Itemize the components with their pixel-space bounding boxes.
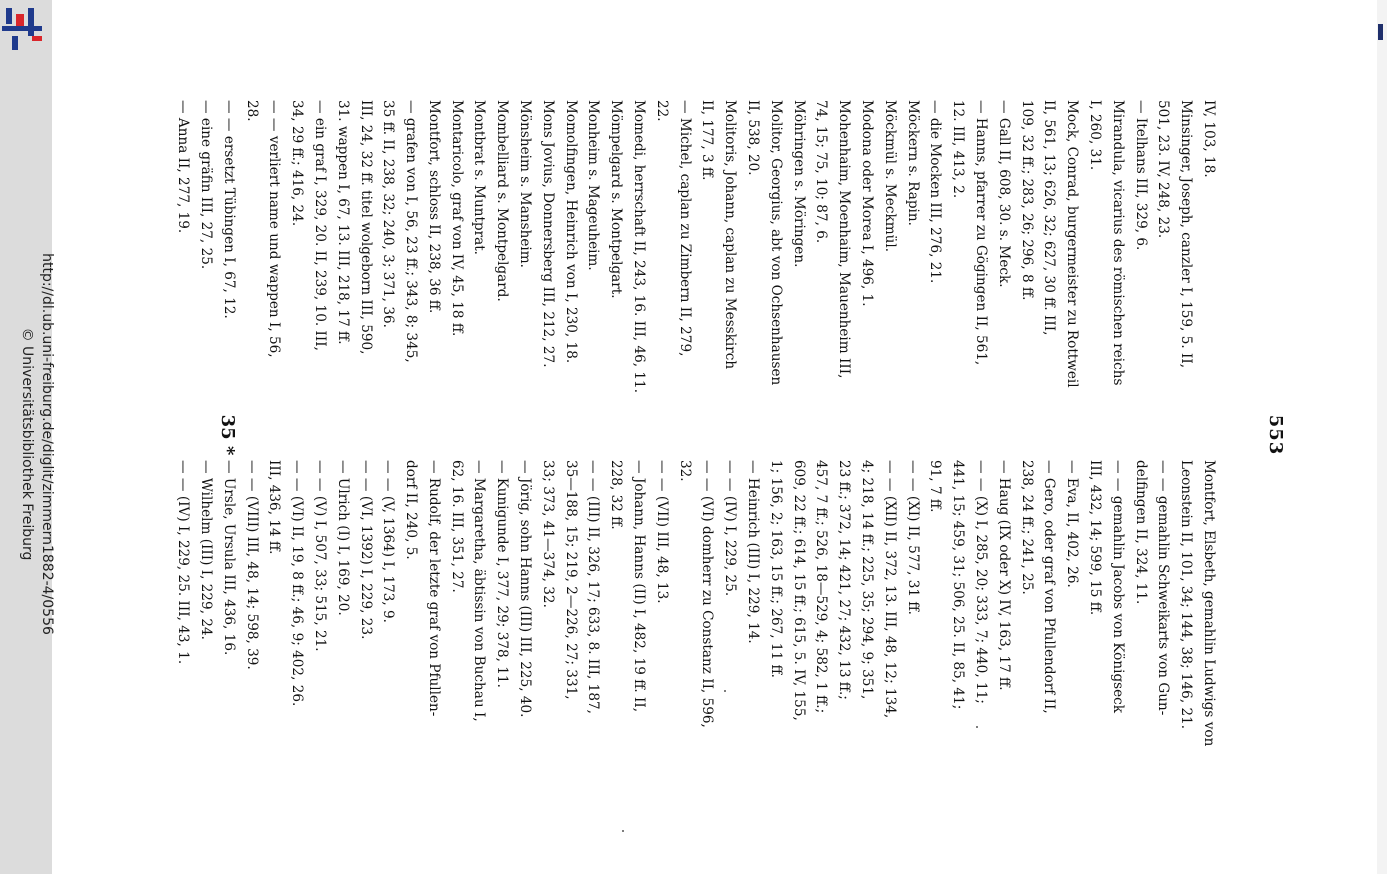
index-entry-line: 12. III, 413, 2. <box>950 100 967 199</box>
index-entry-line: — Margaretha, äbtissin von Buchau I, <box>471 460 488 722</box>
index-entry-line: — — (XI) II, 577, 31 ff. <box>904 460 921 615</box>
index-entry-line: Mömpelgard s. Montpelgart. <box>608 100 625 299</box>
index-column-right <box>171 460 1220 770</box>
index-entry-line: II, 538, 20. <box>745 100 762 176</box>
index-entry-line: — Jörig, sohn Hanns (III) III, 225, 40. <box>517 460 534 718</box>
index-entry-line: — — (IV) I, 229, 25. III, 43, 1. <box>175 460 192 665</box>
index-entry-line: Möckmül s. Meckmül. <box>881 100 898 253</box>
index-entry-line: — Ulrich (I) I, 169, 20. <box>334 460 351 616</box>
index-entry-line: 62, 16. III, 351, 27. <box>448 460 465 593</box>
index-entry-line: — Ursle, Ursula III, 436, 16. <box>220 460 237 656</box>
index-entry-line: 457, 7 ff.; 526, 18—529, 4; 582, 1 ff.; <box>813 460 830 714</box>
index-entry-line: — Johann, Hanns (II) I, 482, 19 ff. II, <box>631 460 648 713</box>
index-entry-line: 22. <box>653 100 670 122</box>
index-entry-line: Mons Jovius, Donnersberg III, 212, 27. <box>539 100 556 368</box>
index-entry-line: — ein graf I, 329, 20. II, 239, 10. III, <box>311 100 328 351</box>
index-entry-line: Monheim s. Mageuheim. <box>585 100 602 271</box>
index-entry-line: — Eva, II, 402, 26. <box>1064 460 1081 588</box>
index-entry-line: Mönsheim s. Mansheim. <box>517 100 534 268</box>
index-entry-line: — — verliert name und wappen I, 56, <box>266 100 283 358</box>
index-entry-line: — — (VII) III, 48, 13. <box>653 460 670 604</box>
index-entry-line: — — (V) I, 507, 33; 515, 21. <box>311 460 328 652</box>
index-entry-line: — — (VI) II, 19, 8 ff.; 46, 9; 402, 26. <box>289 460 306 707</box>
index-entry-line: — Anna II, 277, 19. <box>175 100 192 234</box>
index-entry-line: II, 561, 13; 626, 32; 627, 30 ff. III, <box>1041 100 1058 336</box>
index-entry-line: — Heinrich (III) I, 229, 14. <box>745 460 762 644</box>
index-entry-line: — grafen von I, 56, 23 ff.; 343, 8; 345, <box>403 100 420 363</box>
index-entry-line: — Itelhans III, 329, 6. <box>1132 100 1149 251</box>
index-entry-line: — — (III) II, 326, 17; 633, 8. III, 187, <box>585 460 602 714</box>
index-entry-line: — Hanns, pfarrer zu Gögingen II, 561, <box>973 100 990 366</box>
index-entry-line: — Kunigunde I, 377, 29; 378, 11. <box>494 460 511 688</box>
index-entry-line: — Gall II, 608, 30. s. Meck. <box>995 100 1012 288</box>
right-edge <box>1377 0 1387 874</box>
index-entry-line: 28. <box>243 100 260 122</box>
index-entry-line: II, 177, 3 ff. <box>699 100 716 181</box>
index-entry-line: dorf II, 240, 5. <box>403 460 420 560</box>
signature-mark: 35 * <box>217 414 238 456</box>
index-entry-line: Montfort, Elsbeth, gemahlin Ludwigs von <box>1201 460 1217 747</box>
index-entry-line: Mock, Conrad, burgermeister zu Rottweil <box>1064 100 1081 388</box>
index-entry-line: — — (IV) I, 229, 25. <box>722 460 739 597</box>
index-entry-line: — — (VI) domherr zu Constanz II, 596, <box>699 460 716 728</box>
index-entry-line: Mohenhaim, Moenhaim, Mauenheim III, <box>836 100 853 379</box>
index-entry-line: 31. wappen I, 67, 13. III, 218, 17 ff. <box>334 100 351 345</box>
index-entry-line: Möhringen s. Möringen. <box>790 100 807 268</box>
index-entry-line: 238, 24 ff.; 241, 25. <box>1018 460 1035 595</box>
index-entry-line: Momedi, herrschaft II, 243, 16. III, 46, 11. <box>631 100 648 394</box>
index-entry-line: 609, 22 ff.; 614, 15 ff.; 615, 5. IV, 155, <box>790 460 807 721</box>
index-entry-line: Mombelliard s. Montpelgard. <box>494 100 511 302</box>
index-entry-line: 35—188, 15; 219, 2—226, 27; 331, <box>562 460 579 700</box>
index-entry-line: Momolfingen, Heinrich von I, 230, 18. <box>562 100 579 364</box>
scan-speck <box>622 830 624 832</box>
index-entry-line: Mirandula, vicarius des römischen reichs <box>1109 100 1126 386</box>
page-number: 553 <box>1265 414 1286 456</box>
index-entry-line: 441, 15; 459, 31; 506, 25. II, 85, 41; <box>950 460 967 710</box>
index-entry-line: — Haug (IX oder X) IV, 163, 17 ff. <box>995 460 1012 691</box>
index-entry-line: 23 ff.; 372, 14; 421, 27; 432, 13 ff.; <box>836 460 853 700</box>
index-entry-line: 501, 23. IV, 248, 23. <box>1155 100 1172 239</box>
index-entry-line: IV, 103, 18. <box>1201 100 1217 178</box>
sidebar-caption <box>13 34 57 854</box>
index-entry-line: 109, 32 ff.; 283, 26; 296, 8 ff. <box>1018 100 1035 301</box>
index-entry-line: 228, 32 ff. <box>608 460 625 530</box>
index-entry-line: — — (XII) II, 372, 13. III, 48, 12; 134, <box>881 460 898 719</box>
index-entry-line: — die Mocken III, 276, 21. <box>927 100 944 284</box>
index-entry-line: Leonstein II, 101, 34; 144, 38; 146, 21. <box>1178 460 1195 730</box>
index-entry-line: 33; 373, 41—374, 32. <box>539 460 556 608</box>
index-entry-line: — — (VI, 1392) I, 229, 23. <box>357 460 374 640</box>
copyright-text: © Universitätsbibliothek Freiburg <box>19 327 35 561</box>
index-entry-line: 4; 218, 14 ff.; 225, 35; 294, 9; 351, <box>859 460 876 700</box>
sidebar <box>0 0 55 874</box>
index-entry-line: Möckern s. Rapin. <box>904 100 921 226</box>
edge-marker-icon <box>1378 24 1383 40</box>
scan-speck <box>724 690 726 692</box>
scanned-page <box>175 90 1290 780</box>
index-entry-line: Montbrat s. Muntprat. <box>471 100 488 256</box>
index-entry-line: 74, 15; 75, 10; 87, 6. <box>813 100 830 244</box>
scan-speck <box>976 726 978 728</box>
source-url-link[interactable]: http://dl.ub.uni-freiburg.de/diglit/zimmern1882-4/0556 <box>39 253 55 635</box>
rotated-page-content <box>175 90 1290 780</box>
index-entry-line: 1; 156, 2; 163, 15 ff.; 267, 11 ff. <box>767 460 784 678</box>
index-entry-line: III, 24, 32 ff. titel wolgeborn III, 590, <box>357 100 374 355</box>
index-entry-line: — Rudolf, der letzte graf von Pfullen- <box>425 460 442 717</box>
index-entry-line: — — ersetzt Tübingen I, 67, 12. <box>220 100 237 319</box>
index-entry-line: Montfort, schloss II, 238, 36 ff. <box>425 100 442 314</box>
index-entry-line: — Wilhelm (III) I, 229, 24. <box>197 460 214 640</box>
index-entry-line: — — (X) I, 285, 20; 333, 7; 440, 11; <box>973 460 990 704</box>
index-column-left <box>171 100 1220 410</box>
index-entry-line: I, 260, 31. <box>1087 100 1104 171</box>
index-entry-line: — — gemahlin Schweikarts von Gun- <box>1155 460 1172 716</box>
index-entry-line: — Gero, oder graf von Pfullendorf II, <box>1041 460 1058 714</box>
index-entry-line: — — (V, 1364) I, 173, 9. <box>380 460 397 624</box>
index-entry-line: Molitoris, Johann, caplan zu Messkirch <box>722 100 739 370</box>
index-entry-line: delfingen II, 324, 11. <box>1132 460 1149 605</box>
index-entry-line: Molitor, Georgius, abt von Ochsenhausen <box>767 100 784 386</box>
index-entry-line: — — gemahlin Jacobs von Königseck <box>1109 460 1126 714</box>
index-entry-line: — — (VIII) III, 48, 14; 598, 39. <box>243 460 260 670</box>
index-entry-line: 34, 29 ff.; 416, 24. <box>289 100 306 227</box>
index-entry-line: III, 436, 14 ff. <box>266 460 283 555</box>
index-entry-line: Minsinger, Joseph, canzler I, 159, 5. II, <box>1178 100 1195 369</box>
index-entry-line: — eine gräfin III, 27, 25. <box>197 100 214 270</box>
index-entry-line: Montaricolo, graf von IV, 45, 18 ff. <box>448 100 465 337</box>
index-entry-line: 32. <box>676 460 693 482</box>
index-entry-line: III, 432, 14; 599, 15 ff. <box>1087 460 1104 616</box>
index-entry-line: Modona oder Morea I, 496, 1. <box>859 100 876 307</box>
index-entry-line: 35 ff. II, 238, 32; 240, 3; 371, 36. <box>380 100 397 328</box>
index-entry-line: 91, 7 ff. <box>927 460 944 513</box>
index-entry-line: — Michel, caplan zu Zimbern II, 279, <box>676 100 693 357</box>
